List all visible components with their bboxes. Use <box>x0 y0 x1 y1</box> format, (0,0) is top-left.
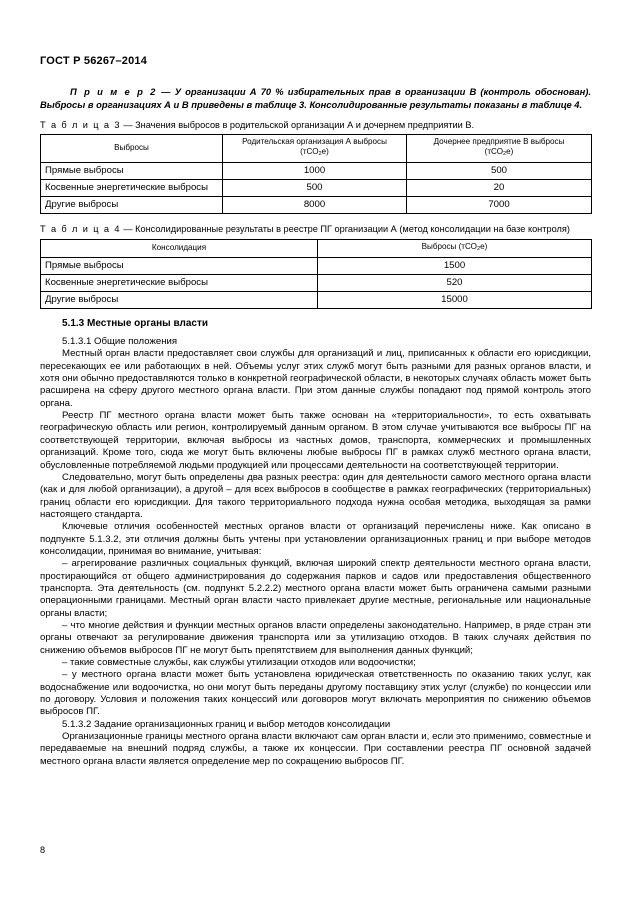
table3-row1-parent: 500 <box>223 180 407 197</box>
table-row <box>41 197 592 214</box>
table3-caption <box>40 119 591 131</box>
table3-header-parent <box>223 134 407 163</box>
table4-header-row <box>41 239 592 257</box>
table3-row0-parent: 1000 <box>223 163 407 180</box>
paragraph-5: Организационные границы местного органа власти включают сам орган власти и, если это применимо, совместные и передаваемые на внешний подряд службы, а также их концессии. При составлении реестра ПГ основной задачей местного органа власти является определение мер по сокращению выбросов ПГ. <box>40 731 591 767</box>
table4-caption-text: Консолидированные результаты в реестре ПГ организации А (метод консолидации на базе контроля) <box>135 224 570 235</box>
table3-header-parent-unit-pre: (тСО <box>300 147 319 156</box>
table4-row0-label: Прямые выбросы <box>41 258 318 275</box>
subsection-title-5-1-3-2: 5.1.3.2 Задание организационных границ и выбор методов консолидации <box>62 718 391 730</box>
table-row <box>41 275 592 292</box>
table3-header-subsidiary-unit-sub: 2 <box>503 151 507 158</box>
table3-row0-label: Прямые выбросы <box>41 163 223 180</box>
table4 <box>40 239 592 309</box>
table4-header-emissions-pre: Выбросы (тСО <box>421 241 477 251</box>
table3-header-subsidiary-unit-pre: (тСО <box>484 147 503 156</box>
table4-row0-value: 1500 <box>318 258 592 275</box>
paragraph-2: Реестр ПГ местного органа власти может быть также основан на «территориальности», то есть охватывать географическую область или регион, контролируемый данным органом. В этом случае учитываются все выбросы ПГ на соответствующей территории, включая выбросы из частных домов, транспорта, коммерческих и промышленных организаций. Кроме того, сюда же могут быть включены любые выбросы ПГ в рамках служб местного органа власти, обусловленные потребляемой людьми продукцией или процессами деятельности на соответствующей территории. <box>40 410 591 471</box>
table3-row2-label: Другие выбросы <box>41 197 223 214</box>
table4-header-emissions-sub: 2 <box>476 245 481 252</box>
section-heading-5-1-3: 5.1.3 Местные органы власти <box>62 318 208 330</box>
table3-row1-label: Косвенные энергетические выбросы <box>41 180 223 197</box>
table4-row1-label: Косвенные энергетические выбросы <box>41 275 318 292</box>
table3-caption-label: Т а б л и ц а 3 <box>40 119 121 130</box>
example-label: П р и м е р 2 <box>70 86 157 97</box>
table-row <box>41 258 592 275</box>
page-body <box>40 86 591 768</box>
table4-header-emissions-post: е) <box>480 241 488 251</box>
table3-header-subsidiary-unit-post: е) <box>506 147 514 156</box>
bullet-item-4: – у местного органа власти может быть установлена юридическая ответственность по оказанию таких услуг, как водоснабжение или водоочистка, но они могут быть переданы другому поставщику этих услуг (службе) по концессии или по договору. Условия и положения таких концессий или договоров могут включать мероприятия по снижению объемов выбросов ПГ. <box>40 669 591 718</box>
table-row <box>41 163 592 180</box>
table3-row1-subsidiary: 20 <box>407 180 592 197</box>
table3-caption-text: Значения выбросов в родительской организации А и дочернем предприятии В. <box>135 119 475 130</box>
table3-header-emissions: Выбросы <box>41 134 223 163</box>
bullet-item-3: – такие совместные службы, как службы утилизации отходов или водоочистки; <box>62 657 416 669</box>
subsection-title-5-1-3-1: 5.1.3.1 Общие положения <box>62 336 178 348</box>
table3-header-parent-unit-post: е) <box>321 147 329 156</box>
table4-caption <box>40 223 591 235</box>
table-row <box>41 180 592 197</box>
standard-header: ГОСТ Р 56267–2014 <box>40 55 148 67</box>
paragraph-1: Местный орган власти предоставляет свои службы для организаций и лиц, приписанных к области его юрисдикции, пересекающих ее или работающих в ней. Объемы услуг этих служб могут быть разными для разных органов власти, и хотя они обычно предоставляются только в конкретной географической области, в некоторых случаях область может быть расширена на сферу другого местного органа власти. При этом данные службы попадают под прямой контроль этого органа. <box>40 348 591 409</box>
table3-row0-subsidiary: 500 <box>407 163 592 180</box>
table3-caption-dash: — <box>120 119 136 130</box>
bullet-item-1: – агрегирование различных социальных функций, включая широкий спектр деятельности местного органа власти, простирающийся от общего администрирования до содержания парков и садов или предоставления общественного транспорта. Эта деятельность (см. подпункт 5.2.2.2) местного органа власти может быть ограничена самыми разными операционными границами. Местный орган власти часто привлекает другие местные, региональные или национальные органы власти; <box>40 558 591 619</box>
table3-header-parent-line1: Родительская организация А выбросы <box>242 136 387 146</box>
page-number: 8 <box>40 845 46 855</box>
table4-row2-label: Другие выбросы <box>41 292 318 309</box>
table3-header-subsidiary <box>407 134 592 163</box>
table4-caption-label: Т а б л и ц а 4 <box>40 224 121 235</box>
table3-header-row <box>41 134 592 163</box>
table4-caption-dash: — <box>120 224 136 235</box>
table4-row2-value: 15000 <box>318 292 592 309</box>
table4-row1-value: 520 <box>318 275 592 292</box>
table3-row2-parent: 8000 <box>223 197 407 214</box>
table3-header-subsidiary-line1: Дочернее предприятие В выбросы <box>433 136 565 146</box>
table4-header-consolidation: Консолидация <box>41 239 318 257</box>
table-row <box>41 292 592 309</box>
table4-header-emissions <box>318 239 592 257</box>
paragraph-3: Следовательно, могут быть определены два разных реестра: один для деятельности самого местного органа власти (как и для любой организации), а другой – для всех выбросов в сообществе в рамках географических (территориальных) границ области его юрисдикции. Для такого территориального подхода нужна особая методика, выходящая за рамки настоящего стандарта. <box>40 471 591 520</box>
example-text: У организации А 70 % избирательных прав в организации В (контроль обоснован). Выбросы в организациях А и В приведены в таблице 3. Консолидированные результаты показаны в таблице 4. <box>40 86 592 110</box>
table3-row2-subsidiary: 7000 <box>407 197 592 214</box>
bullet-item-2: – что многие действия и функции местных органов власти определены законодательно. Например, в ряде стран эти органы отвечают за регулирование движения транспорта или за утилизацию отходов. В таких случаях действия по снижению объемов выбросов ПГ не могут быть препятствием для выполнения данных функций; <box>40 619 591 656</box>
example-dash: — <box>157 86 175 97</box>
table3 <box>40 134 592 215</box>
example-paragraph <box>40 86 591 112</box>
table3-header-parent-unit-sub: 2 <box>318 151 322 158</box>
paragraph-4: Ключевые отличия особенностей местных органов власти от организаций перечислены ниже. Как описано в подпункте 5.1.3.2, эти отличия должны быть учтены при установлении организационных границ и при выборе методов консолидации, принимая во внимание, учитывая: <box>40 521 591 557</box>
